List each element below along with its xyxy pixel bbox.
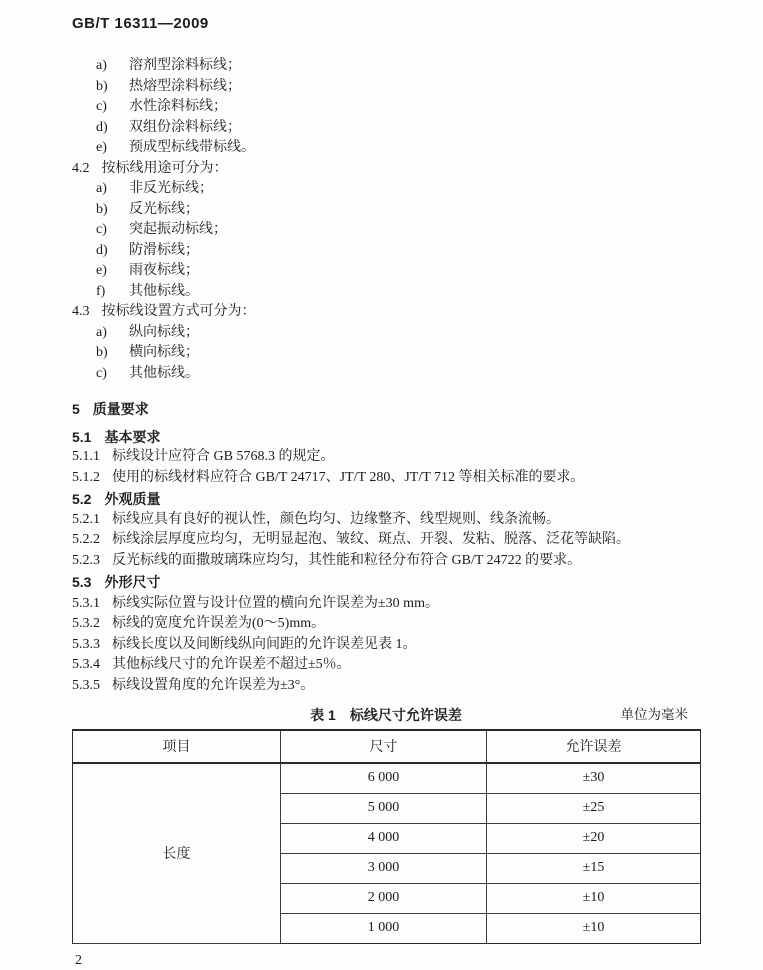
list-item (72, 200, 700, 221)
clause-4-2 (72, 159, 700, 180)
section-number: 5.1 (72, 428, 92, 445)
list-item-text: 其他标线。 (129, 283, 199, 299)
column-header-item: 项目 (73, 730, 281, 763)
paragraph-5-3-5 (72, 676, 700, 697)
tolerance-table (72, 729, 701, 944)
list-item-text: 反光标线； (129, 201, 199, 217)
clause-number: 5.1.2 (72, 469, 100, 485)
list-marker: b) (96, 201, 108, 217)
list-marker: e) (96, 140, 107, 155)
clause-number: 4.2 (72, 160, 90, 176)
list-marker: c) (96, 99, 107, 114)
clause-text: 标线设置角度的允许误差为±3°。 (112, 677, 315, 693)
list-marker: d) (96, 242, 108, 258)
tolerance-cell: ±10 (487, 913, 701, 943)
section-title: 基本要求 (104, 428, 161, 445)
list-item (72, 138, 700, 159)
tolerance-cell: ±30 (487, 763, 701, 794)
list-item-text: 溶剂型涂料标线； (129, 58, 241, 73)
clause-number: 5.2.2 (72, 532, 100, 547)
paragraph-5-2-2 (72, 530, 700, 551)
page-number: 2 (75, 952, 82, 968)
list-marker: e) (96, 263, 107, 278)
list-item-text: 预成型标线带标线。 (129, 140, 255, 155)
clause-number: 5.2.3 (72, 552, 100, 568)
clause-text: 按标线设置方式可分为： (101, 304, 256, 319)
table-caption: 表 1 标线尺寸允许误差 (310, 707, 462, 723)
list-marker: a) (96, 324, 107, 340)
list-item-text: 突起振动标线； (129, 222, 227, 237)
tolerance-cell: ±25 (487, 793, 701, 823)
clause-text: 标线涂层厚度应均匀，无明显起泡、皱纹、斑点、开裂、发粘、脱落、泛花等缺陷。 (112, 532, 630, 547)
list-marker: d) (96, 119, 108, 135)
table-unit-note: 单位为毫米 (620, 707, 688, 722)
clause-number: 5.3.5 (72, 677, 100, 693)
clause-4-3 (72, 302, 700, 323)
clause-text: 使用的标线材料应符合 GB/T 24717、JT/T 280、JT/T 712 等相关标准的要求。 (112, 469, 585, 485)
list-marker: f) (96, 283, 106, 299)
list-item (72, 97, 700, 118)
size-cell: 3 000 (281, 853, 487, 883)
list-item-text: 水性涂料标线； (129, 99, 227, 114)
list-item (72, 323, 700, 344)
list-item (72, 282, 700, 303)
list-marker: c) (96, 365, 107, 381)
clause-text: 按标线用途可分为： (101, 160, 228, 176)
clause-text: 标线的宽度允许误差为(0～5)mm。 (112, 616, 326, 631)
section-number: 5.2 (72, 491, 92, 507)
list-item (72, 77, 700, 98)
paragraph-5-2-3 (72, 551, 700, 572)
document-body (0, 56, 763, 944)
column-header-tolerance: 允许误差 (487, 730, 701, 763)
table-caption-row (72, 705, 700, 726)
tolerance-cell: ±10 (487, 883, 701, 913)
paragraph-5-3-4 (72, 655, 700, 676)
list-item-text: 双组份涂料标线； (129, 119, 241, 135)
size-cell: 1 000 (281, 913, 487, 943)
list-marker: c) (96, 222, 107, 237)
list-item-text: 雨夜标线； (129, 263, 199, 278)
clause-text: 标线长度以及间断线纵向间距的允许误差见表 1。 (112, 636, 417, 652)
list-item-text: 其他标线。 (129, 365, 199, 381)
paragraph-5-2-1 (72, 510, 700, 531)
list-marker: a) (96, 58, 107, 73)
list-item-text: 热熔型涂料标线； (129, 78, 241, 94)
section-heading-5 (72, 399, 700, 420)
row-group-label-length: 长度 (73, 763, 281, 944)
table-header-row (73, 730, 701, 763)
list-item (72, 241, 700, 262)
list-item (72, 364, 700, 385)
section-number: 5 (72, 401, 80, 417)
clause-text: 标线设计应符合 GB 5768.3 的规定。 (112, 449, 335, 464)
column-header-size: 尺寸 (281, 730, 487, 763)
clause-number: 5.3.1 (72, 595, 100, 611)
size-cell: 5 000 (281, 793, 487, 823)
section-heading-5-2 (72, 489, 700, 510)
paragraph-5-1-2 (72, 468, 700, 489)
clause-text: 标线应具有良好的视认性，颜色均匀、边缘整齐、线型规则、线条流畅。 (112, 511, 560, 527)
list-item (72, 179, 700, 200)
section-title: 外观质量 (104, 491, 161, 507)
section-title: 质量要求 (92, 401, 149, 417)
paragraph-5-1-1 (72, 447, 700, 468)
tolerance-cell: ±20 (487, 823, 701, 853)
clause-number: 5.1.1 (72, 449, 100, 464)
standard-number-header: GB/T 16311—2009 (72, 15, 209, 32)
list-item (72, 261, 700, 282)
list-item-text: 纵向标线； (129, 324, 199, 340)
clause-text: 标线实际位置与设计位置的横向允许误差为±30 mm。 (112, 595, 439, 611)
list-item-text: 防滑标线； (129, 242, 199, 258)
table-row (73, 763, 701, 794)
list-item-text: 非反光标线； (129, 181, 213, 196)
list-item-text: 横向标线； (129, 345, 199, 360)
section-title: 外形尺寸 (104, 574, 161, 590)
list-marker: a) (96, 181, 107, 196)
section-number: 5.3 (72, 574, 92, 590)
list-item (72, 343, 700, 364)
paragraph-5-3-2 (72, 614, 700, 635)
clause-text: 反光标线的面撒玻璃珠应均匀，其性能和粒径分布符合 GB/T 24722 的要求。 (112, 552, 582, 568)
clause-number: 5.2.1 (72, 511, 100, 527)
size-cell: 4 000 (281, 823, 487, 853)
list-item (72, 220, 700, 241)
tolerance-cell: ±15 (487, 853, 701, 883)
clause-number: 5.3.2 (72, 616, 100, 631)
clause-number: 5.3.3 (72, 636, 100, 652)
size-cell: 2 000 (281, 883, 487, 913)
list-item (72, 56, 700, 77)
section-heading-5-1 (72, 427, 700, 448)
list-marker: b) (96, 78, 108, 94)
list-item (72, 118, 700, 139)
clause-number: 5.3.4 (72, 657, 100, 672)
section-heading-5-3 (72, 572, 700, 593)
paragraph-5-3-3 (72, 635, 700, 656)
size-cell: 6 000 (281, 763, 487, 794)
clause-text: 其他标线尺寸的允许误差不超过±5％。 (112, 657, 351, 672)
clause-number: 4.3 (72, 304, 90, 319)
list-marker: b) (96, 345, 108, 360)
paragraph-5-3-1 (72, 594, 700, 615)
